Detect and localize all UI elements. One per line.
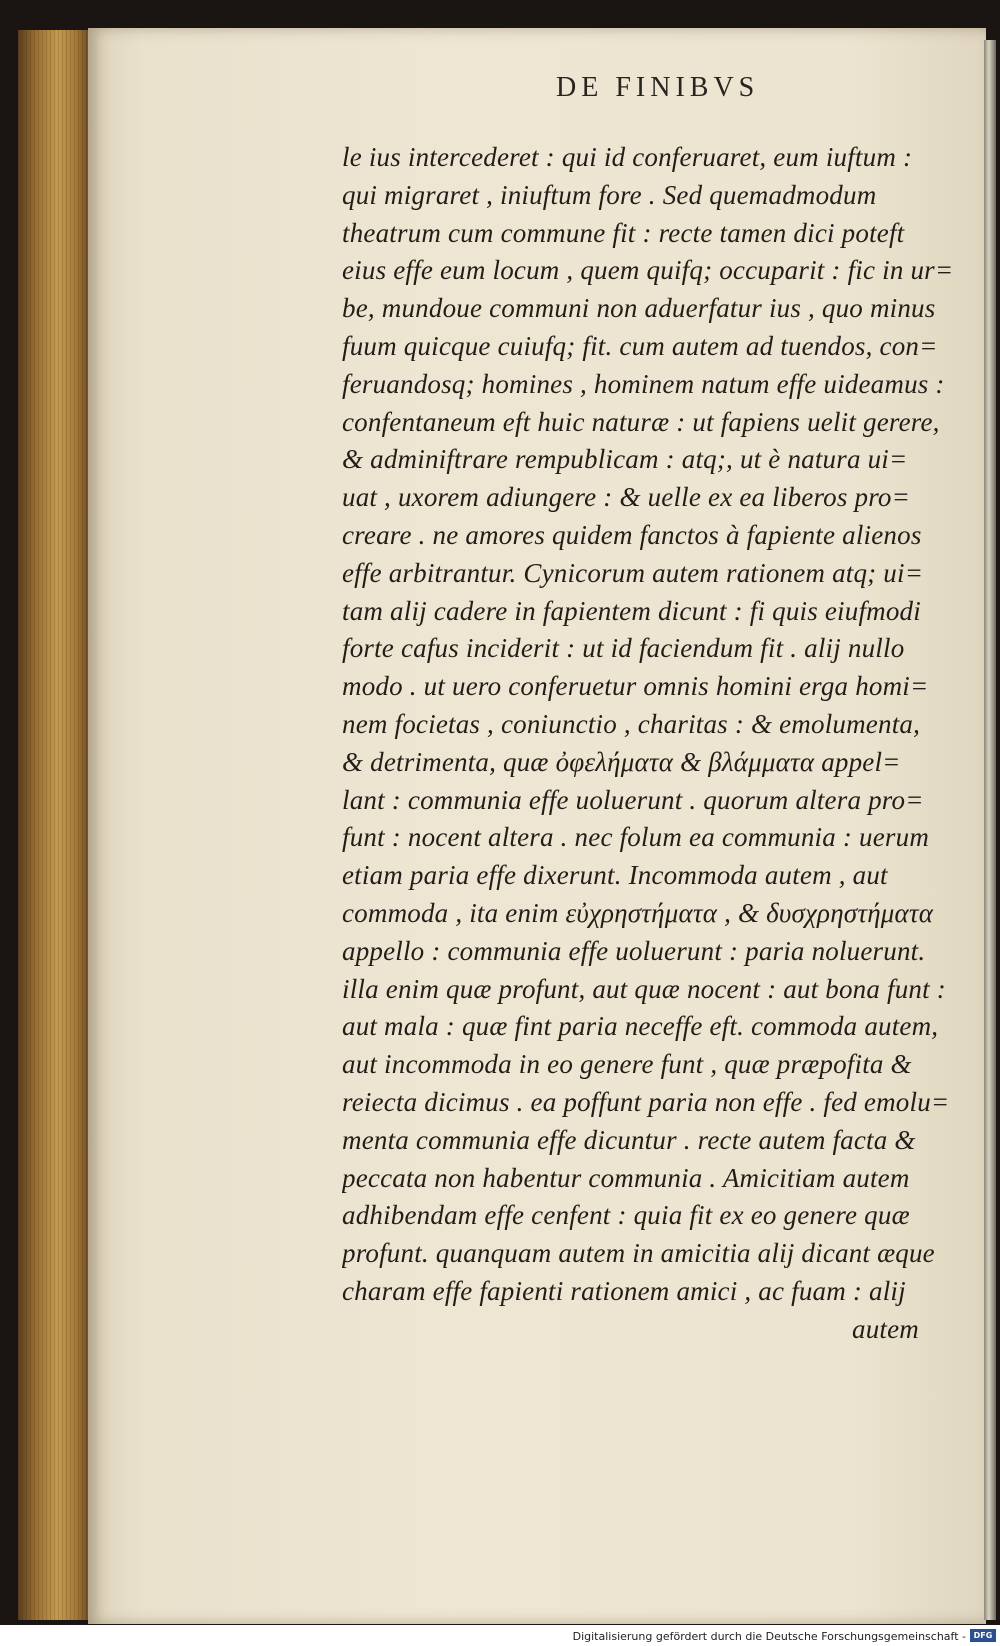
text-line: charam effe fapienti rationem amici , ac fuam : alij <box>342 1275 906 1306</box>
text-line: feruandosq; homines , hominem natum effe uideamus : <box>342 368 945 399</box>
text-line: aut mala : quæ fint paria neceffe eft. commoda autem, <box>342 1011 939 1042</box>
text-line: le ius intercederet : qui id conferuaret, eum iuftum : <box>342 142 913 172</box>
page-fore-edge <box>18 30 90 1620</box>
text-line: & detrimenta, quæ ὀφελήματα & βλάμματα appel= <box>342 746 901 777</box>
text-line: nem focietas , coniunctio , charitas : & emolumenta, <box>342 708 921 739</box>
text-line: & adminiftrare rempublicam : atq;, ut è natura ui= <box>342 444 908 475</box>
text-line: appello : communia effe uoluerunt : paria noluerunt. <box>342 935 926 966</box>
text-line: eius effe eum locum , quem quifq; occuparit : fic in ur= <box>342 255 954 286</box>
text-line: reiecta dicimus . ea poffunt paria non effe . fed emolu= <box>342 1086 950 1117</box>
text-line: effe arbitrantur. Cynicorum autem rationem atq; ui= <box>342 557 924 588</box>
text-line: lant : communia effe uoluerunt . quorum altera pro= <box>342 784 924 815</box>
text-line: uat , uxorem adiungere : & uelle ex ea liberos pro= <box>342 482 911 513</box>
text-line: profunt. quanquam autem in amicitia alij dicant æque <box>342 1238 935 1269</box>
text-line: be, mundoue communi non aduerfatur ius , quo minus <box>342 293 936 324</box>
text-line: creare . ne amores quidem fanctos à fapiente alienos <box>342 519 922 550</box>
text-line: menta communia effe dicuntur . recte autem facta & <box>342 1124 916 1155</box>
text-line: theatrum cum commune fit : recte tamen dici poteft <box>342 217 905 248</box>
running-head: DE FINIBVS <box>556 72 760 103</box>
text-line: qui migraret , iniuftum fore . Sed quemadmodum <box>342 179 877 210</box>
text-line: tam alij cadere in fapientem dicunt : fi quis eiufmodi <box>342 595 921 626</box>
text-line: commoda , ita enim εὐχρηστήματα , & δυσχρηστήματα <box>342 897 934 928</box>
footer-bar <box>0 1625 1000 1646</box>
text-line: confentaneum eft huic naturæ : ut fapiens uelit gerere, <box>342 406 940 437</box>
text-line: etiam paria effe dixerunt. Incommoda autem , aut <box>342 860 888 891</box>
text-line: peccata non habentur communia . Amicitiam autem <box>342 1162 910 1193</box>
page-text-block <box>342 139 986 1349</box>
text-line: illa enim quæ profunt, aut quæ nocent : aut bona funt : <box>342 973 946 1004</box>
text-line: aut incommoda in eo genere funt , quæ præpofita & <box>342 1049 912 1080</box>
dfg-logo: DFG <box>970 1629 996 1642</box>
text-line: adhibendam effe cenfent : quia fit ex eo genere quæ <box>342 1200 910 1231</box>
footer-credit: Digitalisierung gefördert durch die Deutsche Forschungsgemeinschaft - <box>572 1630 966 1643</box>
text-line: autem <box>852 1313 919 1344</box>
text-line: fuum quicque cuiufq; fit. cum autem ad tuendos, con= <box>342 330 938 361</box>
text-line: funt : nocent altera . nec folum ea communia : uerum <box>342 822 930 853</box>
text-line: forte cafus inciderit : ut id faciendum fit . alij nullo <box>342 633 905 664</box>
text-line: modo . ut uero conferuetur omnis homini erga homi= <box>342 671 929 702</box>
